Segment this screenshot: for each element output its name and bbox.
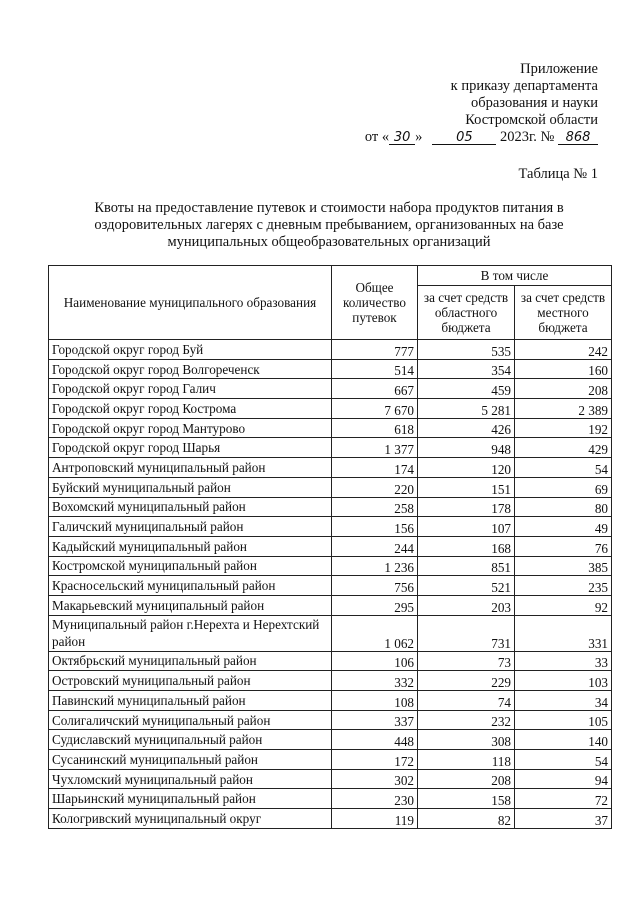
table-row (49, 595, 612, 615)
row-local-cell: 235 (515, 576, 612, 596)
row-total-cell: 295 (332, 595, 418, 615)
row-total-cell: 108 (332, 691, 418, 711)
quota-table-body (49, 340, 612, 829)
row-total-cell: 244 (332, 536, 418, 556)
row-name-cell: Островский муниципальный район (49, 671, 332, 691)
row-local-cell: 69 (515, 477, 612, 497)
row-regional-cell: 731 (418, 615, 515, 651)
appendix-line: образования и науки (470, 95, 598, 111)
row-regional-cell: 82 (418, 809, 515, 829)
table-row (49, 517, 612, 537)
row-total-cell: 667 (332, 379, 418, 399)
table-row (49, 556, 612, 576)
row-regional-cell: 208 (418, 769, 515, 789)
row-total-cell: 220 (332, 477, 418, 497)
row-regional-cell: 354 (418, 359, 515, 379)
row-regional-cell: 535 (418, 340, 515, 360)
appendix-line: к приказу департамента (450, 78, 598, 94)
row-name-cell: Городской округ город Буй (49, 340, 332, 360)
row-total-cell: 756 (332, 576, 418, 596)
row-regional-cell: 948 (418, 438, 515, 458)
row-local-cell: 49 (515, 517, 612, 537)
col-header-local: за счет средств местного бюджета (515, 286, 612, 340)
row-local-cell: 80 (515, 497, 612, 517)
row-local-cell: 92 (515, 595, 612, 615)
row-local-cell: 94 (515, 769, 612, 789)
row-regional-cell: 229 (418, 671, 515, 691)
row-name-cell: Галичский муниципальный район (49, 517, 332, 537)
row-name-cell: Буйский муниципальный район (49, 477, 332, 497)
row-total-cell: 337 (332, 710, 418, 730)
row-total-cell: 618 (332, 418, 418, 438)
row-regional-cell: 107 (418, 517, 515, 537)
row-regional-cell: 74 (418, 691, 515, 711)
row-name-cell: Чухломский муниципальный район (49, 769, 332, 789)
row-local-cell: 34 (515, 691, 612, 711)
row-name-cell: Городской округ город Кострома (49, 399, 332, 419)
row-local-cell: 160 (515, 359, 612, 379)
col-header-name: Наименование муниципального образования (49, 266, 332, 340)
row-local-cell: 331 (515, 615, 612, 651)
table-row (49, 418, 612, 438)
table-label: Таблица № 1 (518, 166, 598, 182)
row-name-cell: Павинский муниципальный район (49, 691, 332, 711)
row-name-cell: Кологривский муниципальный округ (49, 809, 332, 829)
row-name-cell: Антроповский муниципальный район (49, 458, 332, 478)
row-local-cell: 2 389 (515, 399, 612, 419)
row-name-cell: Судиславский муниципальный район (49, 730, 332, 750)
row-local-cell: 192 (515, 418, 612, 438)
table-row (49, 458, 612, 478)
table-row (49, 576, 612, 596)
row-name-cell: Городской округ город Галич (49, 379, 332, 399)
row-name-cell: Солигаличский муниципальный район (49, 710, 332, 730)
appendix-line: Приложение (520, 61, 598, 77)
row-regional-cell: 232 (418, 710, 515, 730)
table-row (49, 809, 612, 829)
order-mid: » (415, 129, 423, 145)
order-number: 868 (558, 131, 598, 145)
row-regional-cell: 203 (418, 595, 515, 615)
order-year: 2023г. № (499, 129, 555, 145)
table-row (49, 536, 612, 556)
row-total-cell: 514 (332, 359, 418, 379)
table-row (49, 710, 612, 730)
row-name-cell: Городской округ город Волгореченск (49, 359, 332, 379)
table-row (49, 730, 612, 750)
table-row (49, 497, 612, 517)
document-title: Квоты на предоставление путевок и стоимости набора продуктов питания в оздоровительных лагерях с дневным пребыванием, организованных на базе муниципальных общеобразовательных организаций (94, 200, 564, 250)
table-row (49, 750, 612, 770)
row-total-cell: 174 (332, 458, 418, 478)
row-total-cell: 332 (332, 671, 418, 691)
row-local-cell: 33 (515, 651, 612, 671)
row-total-cell: 230 (332, 789, 418, 809)
row-name-cell: Муниципальный район г.Нерехта и Нерехтский район (49, 615, 332, 651)
row-local-cell: 140 (515, 730, 612, 750)
row-local-cell: 37 (515, 809, 612, 829)
col-header-total: Общее количество путевок (332, 266, 418, 340)
col-header-including: В том числе (418, 266, 612, 286)
table-row (49, 769, 612, 789)
row-regional-cell: 118 (418, 750, 515, 770)
table-row (49, 477, 612, 497)
row-name-cell: Городской округ город Мантурово (49, 418, 332, 438)
order-month: 05 (432, 131, 496, 145)
row-regional-cell: 151 (418, 477, 515, 497)
table-row (49, 379, 612, 399)
row-total-cell: 106 (332, 651, 418, 671)
row-regional-cell: 120 (418, 458, 515, 478)
row-local-cell: 76 (515, 536, 612, 556)
row-local-cell: 103 (515, 671, 612, 691)
row-total-cell: 258 (332, 497, 418, 517)
quota-table (48, 265, 612, 829)
row-total-cell: 777 (332, 340, 418, 360)
table-row (49, 340, 612, 360)
row-regional-cell: 5 281 (418, 399, 515, 419)
row-name-cell: Костромской муниципальный район (49, 556, 332, 576)
row-total-cell: 1 236 (332, 556, 418, 576)
row-name-cell: Вохомский муниципальный район (49, 497, 332, 517)
row-total-cell: 119 (332, 809, 418, 829)
appendix-header (451, 61, 598, 129)
row-name-cell: Октябрьский муниципальный район (49, 651, 332, 671)
row-regional-cell: 521 (418, 576, 515, 596)
order-day: 30 (389, 131, 415, 145)
row-total-cell: 1 377 (332, 438, 418, 458)
table-row (49, 691, 612, 711)
row-regional-cell: 851 (418, 556, 515, 576)
row-local-cell: 242 (515, 340, 612, 360)
row-name-cell: Шарьинский муниципальный район (49, 789, 332, 809)
row-local-cell: 54 (515, 750, 612, 770)
row-local-cell: 385 (515, 556, 612, 576)
order-prefix: от « (364, 129, 390, 145)
row-regional-cell: 459 (418, 379, 515, 399)
table-row (49, 615, 612, 651)
order-date-line (365, 129, 598, 146)
table-row (49, 399, 612, 419)
row-name-cell: Сусанинский муниципальный район (49, 750, 332, 770)
row-regional-cell: 168 (418, 536, 515, 556)
row-local-cell: 429 (515, 438, 612, 458)
row-local-cell: 208 (515, 379, 612, 399)
table-row (49, 438, 612, 458)
row-name-cell: Городской округ город Шарья (49, 438, 332, 458)
row-total-cell: 1 062 (332, 615, 418, 651)
row-total-cell: 448 (332, 730, 418, 750)
row-total-cell: 172 (332, 750, 418, 770)
row-regional-cell: 308 (418, 730, 515, 750)
appendix-line: Костромской области (465, 112, 598, 128)
col-header-regional: за счет средств областного бюджета (418, 286, 515, 340)
table-row (49, 359, 612, 379)
row-regional-cell: 426 (418, 418, 515, 438)
row-local-cell: 72 (515, 789, 612, 809)
row-regional-cell: 178 (418, 497, 515, 517)
table-row (49, 789, 612, 809)
row-name-cell: Красносельский муниципальный район (49, 576, 332, 596)
row-regional-cell: 158 (418, 789, 515, 809)
table-row (49, 671, 612, 691)
row-local-cell: 105 (515, 710, 612, 730)
row-name-cell: Макарьевский муниципальный район (49, 595, 332, 615)
row-total-cell: 302 (332, 769, 418, 789)
row-regional-cell: 73 (418, 651, 515, 671)
row-total-cell: 7 670 (332, 399, 418, 419)
row-name-cell: Кадыйский муниципальный район (49, 536, 332, 556)
table-row (49, 651, 612, 671)
row-total-cell: 156 (332, 517, 418, 537)
row-local-cell: 54 (515, 458, 612, 478)
